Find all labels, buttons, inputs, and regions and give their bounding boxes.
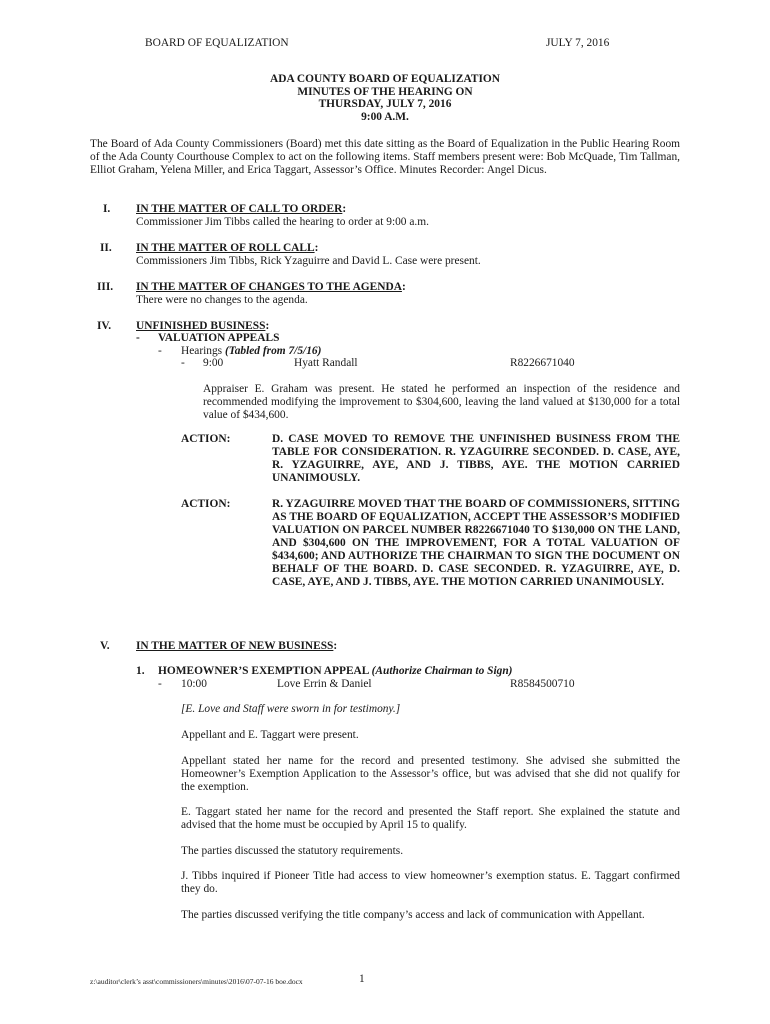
section-2-heading: IN THE MATTER OF ROLL CALL: [136, 242, 319, 254]
document-title [90, 73, 680, 123]
action-2-label: ACTION: [181, 498, 231, 510]
title-line-2: MINUTES OF THE HEARING ON [297, 85, 473, 98]
action-2-text: R. YZAGUIRRE MOVED THAT THE BOARD OF COMMISSIONERS, SITTING AS THE BOARD OF EQUALIZATION, ACCEPT THE ASSESSOR’S MODIFIED VALUATION ON PARCEL NUMBER R8226671040 TO $130,000 ON THE LAND, AND $304,600 ON THE IMPROVEMENT, FOR A TOTAL VALUATION OF $434,600; AND AUTHORIZE THE CHAIRMAN TO SIGN THE DOCUMENT ON BEHALF OF THE BOARD. D. CASE SECONDED. R. YZAGUIRRE, AYE, D. CASE, AYE, AND J. TIBBS, AYE. THE MOTION CARRIED UNANIMOUSLY. [272, 498, 680, 588]
section-4-number: IV. [97, 320, 112, 332]
running-header-left: BOARD OF EQUALIZATION [145, 37, 289, 49]
title-line-1: ADA COUNTY BOARD OF EQUALIZATION [270, 73, 500, 85]
running-header-date: JULY 7, 2016 [546, 37, 610, 49]
paragraph-staff-report: E. Taggart stated her name for the record and presented the Staff report. She explained the statute and advised that the home must be occupied by April 15 to qualify. [181, 806, 680, 831]
section-3-text: There were no changes to the agenda. [136, 294, 308, 306]
section-4-heading: UNFINISHED BUSINESS: [136, 320, 270, 332]
hearings-dash: - [158, 345, 162, 357]
paragraph-appellant-testimony: Appellant stated her name for the record and presented testimony. She advised she submitted the Homeowner’s Exemption Application to the Assessor’s office, but was advised that she did not qualify for the exemption. [181, 755, 680, 793]
footer-file-path: z:\auditor\clerk’s asst\commissioners\minutes\2016\07-07-16 boe.docx [90, 977, 303, 986]
hearing-item-dash: - [181, 357, 185, 369]
section-1-number: I. [103, 203, 111, 215]
paragraph-present: Appellant and E. Taggart were present. [181, 729, 359, 741]
section-5-number: V. [100, 640, 110, 652]
hearing-item-parcel: R8226671040 [510, 357, 575, 369]
hearing-2-time: 10:00 [181, 678, 207, 690]
hearing-item-name: Hyatt Randall [294, 357, 358, 369]
section-5-heading: IN THE MATTER OF NEW BUSINESS: [136, 640, 338, 652]
action-1-label: ACTION: [181, 433, 231, 445]
hearing-2-parcel: R8584500710 [510, 678, 575, 690]
section-3-heading: IN THE MATTER OF CHANGES TO THE AGENDA: [136, 281, 406, 293]
paragraph-pioneer-title: J. Tibbs inquired if Pioneer Title had access to view homeowner’s exemption status. E. Taggart confirmed they do. [181, 870, 680, 895]
appraiser-paragraph: Appraiser E. Graham was present. He stated he performed an inspection of the residence and recommended modifying the improvement to $304,600, leaving the land valued at $130,000 for a total value of $434,600. [203, 383, 680, 421]
section-2-text: Commissioners Jim Tibbs, Rick Yzaguirre and David L. Case were present. [136, 255, 481, 267]
sworn-in-note: [E. Love and Staff were sworn in for testimony.] [181, 703, 401, 715]
page-number: 1 [359, 973, 365, 985]
intro-paragraph: The Board of Ada County Commissioners (Board) met this date sitting as the Board of Equalization in the Public Hearing Room of the Ada County Courthouse Complex to act on the following items. Staff members present were: Bob McQuade, Tim Tallman, Elliot Graham, Yelena Miller, and Erica Taggart, Assessor’s Office. Minutes Recorder: Angel Dicus. [90, 138, 680, 176]
section-3-number: III. [97, 281, 114, 293]
new-business-item-number: 1. [136, 665, 145, 677]
hearing-2-dash: - [158, 678, 162, 690]
paragraph-statutory-discussion: The parties discussed the statutory requirements. [181, 845, 404, 857]
hearings-label: Hearings (Tabled from 7/5/16) [181, 345, 322, 357]
paragraph-title-company: The parties discussed verifying the title company’s access and lack of communication with Appellant. [181, 909, 645, 921]
title-line-4: 9:00 A.M. [361, 110, 409, 123]
hearing-2-name: Love Errin & Daniel [277, 678, 372, 690]
section-2-number: II. [100, 242, 112, 254]
title-line-3: THURSDAY, JULY 7, 2016 [318, 98, 452, 110]
valuation-appeals-dash: - [136, 332, 140, 344]
action-1-text: D. CASE MOVED TO REMOVE THE UNFINISHED BUSINESS FROM THE TABLE FOR CONSIDERATION. R. YZAGUIRRE SECONDED. D. CASE, AYE, R. YZAGUIRRE, AYE, AND J. TIBBS, AYE. THE MOTION CARRIED UNANIMOUSLY. [272, 433, 680, 484]
hearing-item-time: 9:00 [203, 357, 224, 369]
section-1-text: Commissioner Jim Tibbs called the hearing to order at 9:00 a.m. [136, 216, 429, 228]
new-business-item-title: HOMEOWNER’S EXEMPTION APPEAL (Authorize Chairman to Sign) [158, 665, 513, 677]
valuation-appeals-heading: VALUATION APPEALS [158, 332, 280, 344]
section-1-heading: IN THE MATTER OF CALL TO ORDER: [136, 203, 347, 215]
